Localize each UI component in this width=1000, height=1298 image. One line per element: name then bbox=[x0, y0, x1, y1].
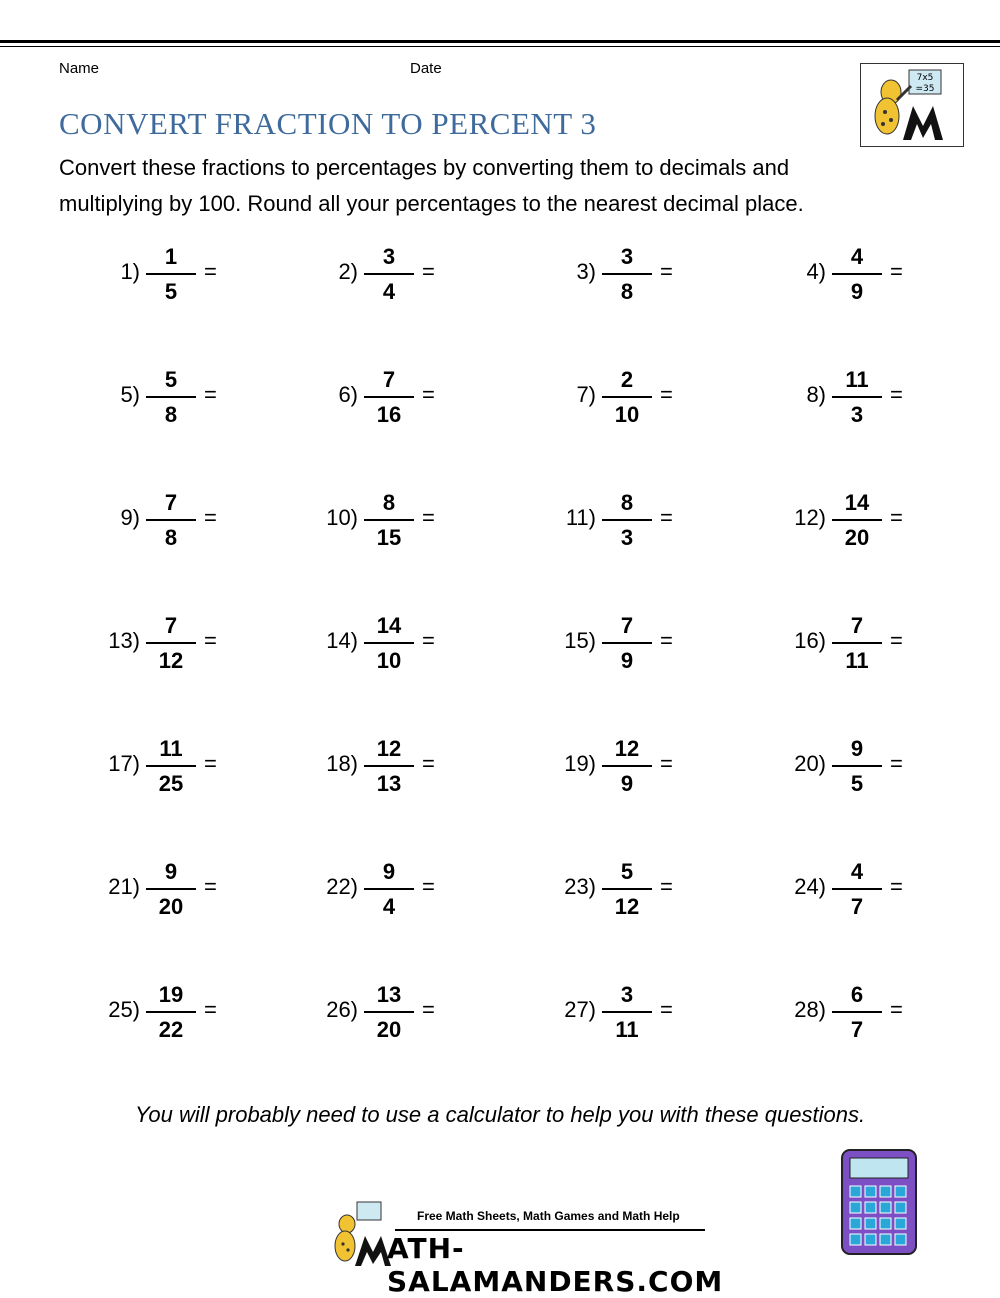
fraction-bar bbox=[602, 273, 652, 275]
question-number: 14) bbox=[326, 628, 358, 653]
question-number: 23) bbox=[564, 874, 596, 899]
fraction-numerator: 9 bbox=[382, 859, 396, 884]
equals-sign: = bbox=[204, 751, 217, 776]
question-item bbox=[262, 243, 462, 303]
fraction bbox=[832, 735, 882, 798]
question-number: 10) bbox=[326, 505, 358, 530]
fraction-bar bbox=[146, 642, 196, 644]
calculator-key bbox=[880, 1186, 891, 1197]
fraction-numerator: 7 bbox=[164, 613, 178, 638]
calculator-key bbox=[880, 1234, 891, 1245]
question-item bbox=[44, 981, 244, 1041]
equals-sign: = bbox=[660, 382, 673, 407]
fraction-denominator: 12 bbox=[158, 648, 184, 673]
equals-sign: = bbox=[422, 874, 435, 899]
question-number: 25) bbox=[108, 997, 140, 1022]
fraction-denominator: 7 bbox=[850, 894, 864, 919]
fraction-numerator: 9 bbox=[850, 736, 864, 761]
fraction bbox=[364, 243, 414, 306]
fraction-denominator: 9 bbox=[850, 279, 864, 304]
fraction-numerator: 4 bbox=[850, 859, 864, 884]
question-number: 17) bbox=[108, 751, 140, 776]
equals-sign: = bbox=[422, 997, 435, 1022]
fraction-numerator: 5 bbox=[620, 859, 634, 884]
fraction-numerator: 13 bbox=[376, 982, 402, 1007]
top-rule-thin bbox=[0, 46, 1000, 47]
question-item bbox=[500, 858, 700, 918]
equals-sign: = bbox=[660, 259, 673, 284]
fraction bbox=[602, 612, 652, 675]
fraction-numerator: 8 bbox=[620, 490, 634, 515]
question-item bbox=[500, 489, 700, 549]
date-label: Date bbox=[410, 60, 442, 77]
fraction-bar bbox=[364, 396, 414, 398]
question-number: 28) bbox=[794, 997, 826, 1022]
fraction-numerator: 1 bbox=[164, 244, 178, 269]
fraction-denominator: 9 bbox=[620, 771, 634, 796]
brand-tagline: Free Math Sheets, Math Games and Math Help bbox=[417, 1209, 680, 1223]
logo-board-text-1: 7x5 bbox=[916, 73, 934, 83]
fraction-denominator: 11 bbox=[615, 1017, 639, 1042]
question-number: 1) bbox=[120, 259, 140, 284]
fraction-numerator: 2 bbox=[620, 367, 634, 392]
question-item bbox=[44, 612, 244, 672]
fraction-bar bbox=[832, 1011, 882, 1013]
fraction-bar bbox=[364, 1011, 414, 1013]
question-number: 4) bbox=[806, 259, 826, 284]
fraction-bar bbox=[146, 519, 196, 521]
fraction bbox=[364, 612, 414, 675]
question-number: 21) bbox=[108, 874, 140, 899]
fraction-bar bbox=[832, 765, 882, 767]
fraction bbox=[364, 981, 414, 1044]
fraction-bar bbox=[364, 519, 414, 521]
question-number: 19) bbox=[564, 751, 596, 776]
fraction-bar bbox=[364, 888, 414, 890]
equals-sign: = bbox=[204, 874, 217, 899]
fraction bbox=[602, 858, 652, 921]
fraction-denominator: 20 bbox=[376, 1017, 402, 1042]
question-item bbox=[730, 366, 930, 426]
fraction-bar bbox=[364, 273, 414, 275]
fraction-denominator: 20 bbox=[844, 525, 870, 550]
fraction bbox=[602, 489, 652, 552]
question-item bbox=[730, 489, 930, 549]
calculator-key bbox=[880, 1202, 891, 1213]
question-item bbox=[44, 243, 244, 303]
fraction bbox=[602, 366, 652, 429]
fraction-numerator: 12 bbox=[376, 736, 402, 761]
fraction bbox=[146, 981, 196, 1044]
question-number: 18) bbox=[326, 751, 358, 776]
equals-sign: = bbox=[204, 259, 217, 284]
question-number: 27) bbox=[564, 997, 596, 1022]
logo-board-text-2: =35 bbox=[915, 84, 935, 94]
question-number: 8) bbox=[806, 382, 826, 407]
question-item bbox=[500, 243, 700, 303]
question-item bbox=[730, 858, 930, 918]
equals-sign: = bbox=[204, 382, 217, 407]
question-item bbox=[262, 612, 462, 672]
question-number: 12) bbox=[794, 505, 826, 530]
calculator-note: You will probably need to use a calculator to help you with these questions. bbox=[134, 1102, 866, 1127]
calculator-key bbox=[865, 1218, 876, 1229]
fraction-bar bbox=[364, 642, 414, 644]
calculator-key bbox=[850, 1202, 861, 1213]
equals-sign: = bbox=[890, 997, 903, 1022]
fraction-denominator: 5 bbox=[164, 279, 178, 304]
fraction-denominator: 10 bbox=[376, 648, 402, 673]
equals-sign: = bbox=[422, 259, 435, 284]
fraction-bar bbox=[602, 396, 652, 398]
equals-sign: = bbox=[890, 259, 903, 284]
fraction-bar bbox=[602, 888, 652, 890]
fraction bbox=[364, 489, 414, 552]
fraction-denominator: 3 bbox=[620, 525, 634, 550]
question-item bbox=[500, 366, 700, 426]
calculator-key bbox=[895, 1186, 906, 1197]
fraction-denominator: 12 bbox=[614, 894, 640, 919]
brand-site: ATH-SALAMANDERS.COM bbox=[387, 1232, 724, 1298]
fraction bbox=[832, 489, 882, 552]
fraction-numerator: 11 bbox=[845, 367, 869, 392]
equals-sign: = bbox=[890, 874, 903, 899]
fraction bbox=[146, 858, 196, 921]
fraction-denominator: 25 bbox=[158, 771, 184, 796]
fraction-bar bbox=[602, 519, 652, 521]
question-item bbox=[730, 612, 930, 672]
question-number: 22) bbox=[326, 874, 358, 899]
equals-sign: = bbox=[422, 505, 435, 530]
fraction bbox=[832, 612, 882, 675]
fraction bbox=[602, 735, 652, 798]
question-item bbox=[44, 489, 244, 549]
question-number: 24) bbox=[794, 874, 826, 899]
question-item bbox=[262, 489, 462, 549]
question-item bbox=[44, 366, 244, 426]
fraction-bar bbox=[832, 519, 882, 521]
fraction-numerator: 3 bbox=[620, 982, 634, 1007]
fraction-numerator: 5 bbox=[164, 367, 178, 392]
fraction-bar bbox=[832, 888, 882, 890]
fraction-denominator: 13 bbox=[376, 771, 402, 796]
question-item bbox=[730, 243, 930, 303]
fraction-numerator: 7 bbox=[164, 490, 178, 515]
question-item bbox=[262, 366, 462, 426]
fraction bbox=[364, 735, 414, 798]
fraction-numerator: 3 bbox=[382, 244, 396, 269]
question-number: 2) bbox=[338, 259, 358, 284]
fraction-bar bbox=[602, 765, 652, 767]
equals-sign: = bbox=[660, 874, 673, 899]
fraction-bar bbox=[146, 765, 196, 767]
fraction-bar bbox=[832, 273, 882, 275]
calculator-key bbox=[850, 1186, 861, 1197]
fraction-numerator: 14 bbox=[376, 613, 402, 638]
fraction-numerator: 3 bbox=[620, 244, 634, 269]
fraction-bar bbox=[364, 765, 414, 767]
question-item bbox=[500, 981, 700, 1041]
fraction-denominator: 5 bbox=[850, 771, 864, 796]
fraction-bar bbox=[146, 273, 196, 275]
fraction bbox=[602, 981, 652, 1044]
fraction-denominator: 4 bbox=[382, 279, 396, 304]
question-number: 13) bbox=[108, 628, 140, 653]
calculator-key bbox=[850, 1234, 861, 1245]
instructions: Convert these fractions to percentages by converting them to decimals and multiplying by 100. Round all your percentages to the nearest decimal place. bbox=[59, 155, 804, 216]
question-number: 9) bbox=[120, 505, 140, 530]
fraction-numerator: 7 bbox=[382, 367, 396, 392]
fraction bbox=[832, 366, 882, 429]
fraction-bar bbox=[146, 888, 196, 890]
fraction bbox=[364, 366, 414, 429]
name-label: Name bbox=[59, 60, 100, 77]
question-item bbox=[730, 735, 930, 795]
fraction-bar bbox=[832, 642, 882, 644]
question-item bbox=[262, 858, 462, 918]
equals-sign: = bbox=[890, 751, 903, 776]
question-number: 5) bbox=[120, 382, 140, 407]
fraction bbox=[146, 366, 196, 429]
question-number: 3) bbox=[576, 259, 596, 284]
fraction bbox=[832, 858, 882, 921]
fraction-denominator: 10 bbox=[614, 402, 640, 427]
question-number: 6) bbox=[338, 382, 358, 407]
fraction bbox=[832, 243, 882, 306]
fraction-denominator: 20 bbox=[158, 894, 184, 919]
equals-sign: = bbox=[660, 751, 673, 776]
equals-sign: = bbox=[422, 751, 435, 776]
equals-sign: = bbox=[890, 505, 903, 530]
brand-footer bbox=[325, 1200, 724, 1298]
calculator-key bbox=[895, 1234, 906, 1245]
equals-sign: = bbox=[422, 382, 435, 407]
fraction-numerator: 9 bbox=[164, 859, 178, 884]
fraction bbox=[146, 612, 196, 675]
equals-sign: = bbox=[660, 997, 673, 1022]
fraction bbox=[602, 243, 652, 306]
question-number: 11) bbox=[565, 505, 596, 530]
fraction-denominator: 8 bbox=[620, 279, 634, 304]
fraction-numerator: 7 bbox=[620, 613, 634, 638]
question-item bbox=[262, 735, 462, 795]
fraction-numerator: 11 bbox=[159, 736, 183, 761]
fraction-numerator: 12 bbox=[614, 736, 640, 761]
question-number: 7) bbox=[576, 382, 596, 407]
question-number: 20) bbox=[794, 751, 826, 776]
fraction-bar bbox=[146, 1011, 196, 1013]
fraction-denominator: 11 bbox=[845, 648, 869, 673]
fraction bbox=[146, 243, 196, 306]
calculator-key bbox=[850, 1218, 861, 1229]
equals-sign: = bbox=[660, 628, 673, 653]
salamander-logo bbox=[860, 63, 964, 147]
question-item bbox=[500, 612, 700, 672]
equals-sign: = bbox=[890, 382, 903, 407]
question-item bbox=[500, 735, 700, 795]
fraction-denominator: 22 bbox=[158, 1017, 184, 1042]
calculator-key bbox=[880, 1218, 891, 1229]
fraction-numerator: 14 bbox=[844, 490, 870, 515]
equals-sign: = bbox=[204, 997, 217, 1022]
fraction-numerator: 7 bbox=[850, 613, 864, 638]
calculator-key bbox=[865, 1186, 876, 1197]
fraction-denominator: 7 bbox=[850, 1017, 864, 1042]
question-item bbox=[44, 735, 244, 795]
fraction-denominator: 8 bbox=[164, 402, 178, 427]
fraction-numerator: 19 bbox=[158, 982, 184, 1007]
fraction-bar bbox=[602, 1011, 652, 1013]
question-item bbox=[262, 981, 462, 1041]
calculator-icon bbox=[840, 1148, 918, 1256]
fraction-denominator: 8 bbox=[164, 525, 178, 550]
fraction-denominator: 9 bbox=[620, 648, 634, 673]
page-title: CONVERT FRACTION TO PERCENT 3 bbox=[59, 106, 597, 141]
fraction-denominator: 16 bbox=[376, 402, 402, 427]
equals-sign: = bbox=[204, 628, 217, 653]
fraction-denominator: 4 bbox=[382, 894, 396, 919]
fraction-denominator: 15 bbox=[376, 525, 402, 550]
question-item bbox=[730, 981, 930, 1041]
fraction-bar bbox=[602, 642, 652, 644]
fraction-bar bbox=[832, 396, 882, 398]
equals-sign: = bbox=[660, 505, 673, 530]
calculator-key bbox=[865, 1234, 876, 1245]
calculator-key bbox=[895, 1218, 906, 1229]
equals-sign: = bbox=[890, 628, 903, 653]
fraction-numerator: 6 bbox=[850, 982, 864, 1007]
equals-sign: = bbox=[204, 505, 217, 530]
fraction-denominator: 3 bbox=[850, 402, 864, 427]
question-number: 26) bbox=[326, 997, 358, 1022]
question-number: 15) bbox=[564, 628, 596, 653]
brand-underline bbox=[395, 1229, 705, 1231]
question-number: 16) bbox=[794, 628, 826, 653]
calculator-key bbox=[895, 1202, 906, 1213]
fraction-numerator: 8 bbox=[382, 490, 396, 515]
fraction bbox=[364, 858, 414, 921]
salamander-small-icon bbox=[325, 1200, 395, 1270]
fraction bbox=[146, 489, 196, 552]
fraction bbox=[832, 981, 882, 1044]
question-item bbox=[44, 858, 244, 918]
fraction-numerator: 4 bbox=[850, 244, 864, 269]
fraction bbox=[146, 735, 196, 798]
fraction-bar bbox=[146, 396, 196, 398]
calculator-key bbox=[865, 1202, 876, 1213]
equals-sign: = bbox=[422, 628, 435, 653]
top-rule bbox=[0, 40, 1000, 43]
